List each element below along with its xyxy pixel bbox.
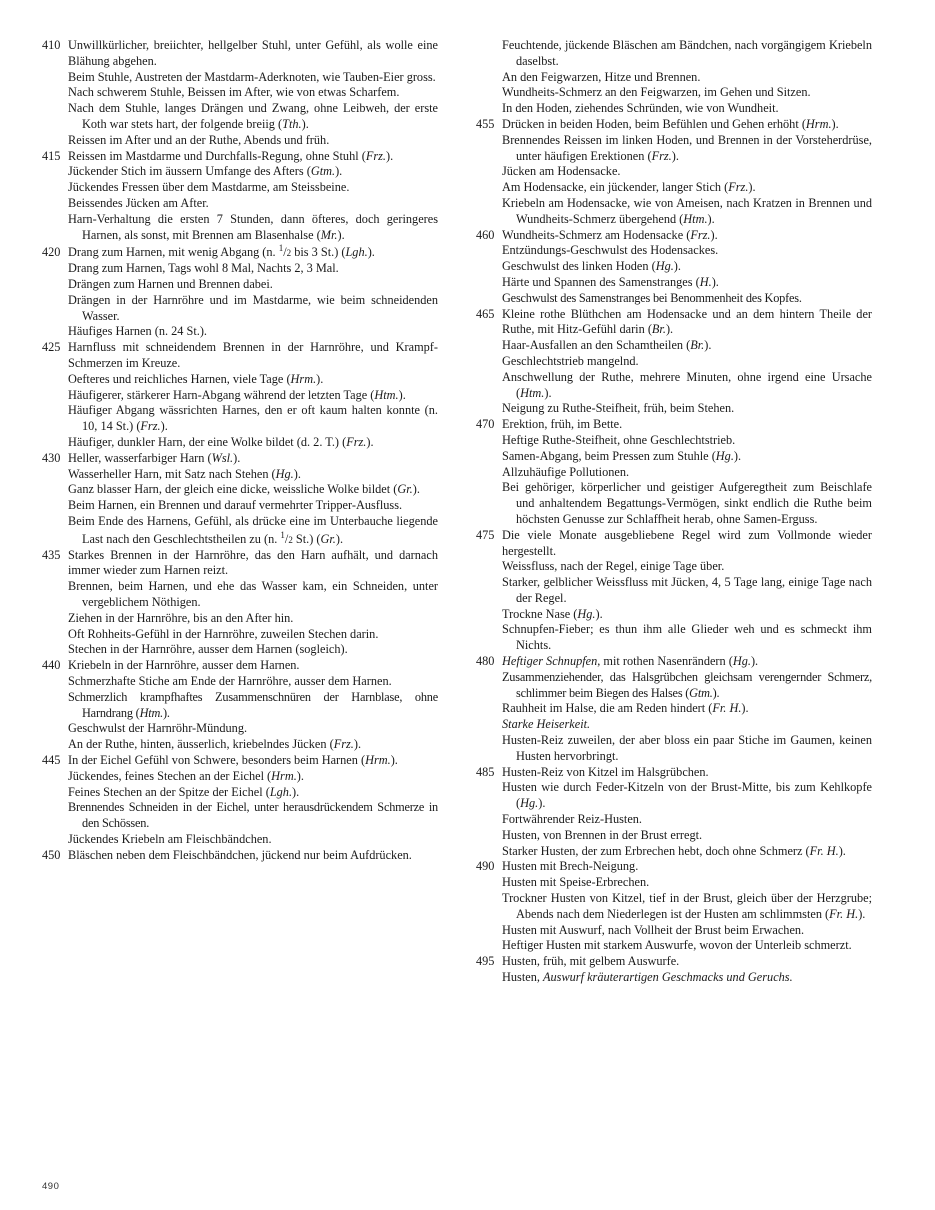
symptom-entry: Husten, Auswurf kräuterartigen Geschmacks und Geruchs. [502, 970, 793, 985]
symptom-entry: Geschlechtstrieb mangelnd. [502, 353, 639, 368]
symptom-entry: Beim Ende des Harnens, Gefühl, als drücke eine im Unterbauche liegende Last nach den Geschlechtstheilen zu (n. $^1$/2 St.) (Gr.). [68, 514, 438, 546]
entry-number: 410 [42, 38, 61, 52]
symptom-entry: Heftige Ruthe-Steifheit, ohne Geschlechtstrieb. [502, 432, 736, 447]
symptom-entry: Husten, von Brennen in der Brust erregt. [502, 827, 703, 842]
symptom-entry: Reissen im After und an der Ruthe, Abends und früh. [68, 132, 330, 147]
entry-number: 460 [476, 227, 495, 242]
symptom-entry: Häufiger, dunkler Harn, der eine Wolke bildet (d. 2. T.) (Frz.). [68, 435, 374, 450]
symptom-entry: Wundheits-Schmerz an den Feigwarzen, im Gehen und Sitzen. [502, 85, 811, 100]
symptom-entry: 440 Kriebeln in der Harnröhre, ausser dem Harnen. [42, 658, 300, 673]
symptom-entry: Geschwulst des Samenstranges bei Benommenheit des Kopfes. [502, 290, 802, 305]
symptom-entry: 450 Bläschen neben dem Fleischbändchen, jückend nur beim Aufdrücken. [42, 847, 412, 862]
entry-number: 465 [476, 306, 495, 321]
entry-number: 435 [42, 547, 61, 562]
symptom-entry: Husten-Reiz zuweilen, der aber bloss ein paar Stiche im Gaumen, keinen Husten hervorbringt. [502, 733, 872, 763]
symptom-entry: Entzündungs-Geschwulst des Hodensackes. [502, 243, 719, 258]
symptom-entry: Häufigerer, stärkerer Harn-Abgang während der letzten Tage (Htm.). [68, 387, 406, 402]
symptom-entry: Jücken am Hodensacke. [502, 164, 621, 179]
symptom-entry: 475 Die viele Monate ausgebliebene Regel wird zum Vollmonde wieder hergestellt. [476, 527, 872, 558]
symptom-entry: Husten mit Speise-Erbrechen. [502, 875, 650, 890]
symptom-entry: In den Hoden, ziehendes Schründen, wie von Wundheit. [502, 101, 779, 116]
symptom-entry: Schmerzlich krampfhaftes Zusammenschnüren der Harnblase, ohne Harndrang (Htm.). [68, 689, 438, 720]
symptom-entry: Anschwellung der Ruthe, mehrere Minuten, ohne irgend eine Ursache (Htm.). [502, 369, 872, 400]
entry-number: 440 [42, 658, 61, 673]
symptom-entry: 420 Drang zum Harnen, mit wenig Abgang (n. $^1$/2 bis 3 St.) (Lgh.). [42, 243, 375, 260]
symptom-entry: Brennen, beim Harnen, und ehe das Wasser kam, ein Schneiden, unter vergeblichem Nöthigen. [68, 579, 438, 610]
entry-number: 415 [42, 148, 61, 163]
symptom-entry: Jückendes Kriebeln am Fleischbändchen. [68, 832, 272, 847]
symptom-entry: Heftiger Husten mit starkem Auswurfe, wovon der Unterleib schmerzt. [502, 938, 852, 953]
symptom-entry: Geschwulst des linken Hoden (Hg.). [502, 259, 681, 274]
symptom-entry: Trockne Nase (Hg.). [502, 606, 603, 621]
symptom-entry: Zusammenziehender, das Halsgrübchen gleichsam verengernder Schmerz, schlimmer beim Biegen des Halses (Gtm.). [502, 669, 872, 700]
symptom-entry: Häufiger Abgang wässrichten Harnes, den er oft kaum halten konnte (n. 10, 14 St.) (Frz.). [68, 403, 438, 434]
symptom-entry: 480 Heftiger Schnupfen, mit rothen Nasenrändern (Hg.). [476, 654, 759, 669]
symptom-entry: Ganz blasser Harn, der gleich eine dicke, weissliche Wolke bildet (Gr.). [68, 482, 420, 497]
symptom-entry: Geschwulst der Harnröhr-Mündung. [68, 721, 248, 736]
entry-number: 475 [476, 527, 495, 542]
symptom-entry: Rauhheit im Halse, die am Reden hindert (Fr. H.). [502, 701, 749, 716]
symptom-entry: Husten mit Auswurf, nach Vollheit der Brust beim Erwachen. [502, 922, 805, 937]
symptom-entry: Härte und Spannen des Samenstranges (H.). [502, 274, 719, 289]
symptom-entry: Drängen zum Harnen und Brennen dabei. [68, 277, 273, 292]
symptom-entry: Drängen in der Harnröhre und im Mastdarme, wie beim schneidenden Wasser. [68, 292, 438, 323]
symptom-entry: Brennendes Reissen im linken Hoden, und Brennen in der Vorsteherdrüse, unter häufigen Erektionen (Frz.). [502, 132, 872, 163]
left-column [42, 38, 438, 864]
symptom-entry: Feines Stechen an der Spitze der Eichel (Lgh.). [68, 784, 300, 799]
symptom-entry: Beissendes Jücken am After. [68, 195, 209, 210]
symptom-entry: 410 Unwillkürlicher, breiichter, hellgelber Stuhl, unter Gefühl, als wolle eine Blähung abgehen. [42, 38, 438, 68]
symptom-entry: Jückender Stich im äussern Umfange des Afters (Gtm.). [68, 164, 343, 179]
symptom-entry: Stechen in der Harnröhre, ausser dem Harnen (sogleich). [68, 642, 348, 657]
entry-number: 480 [476, 654, 495, 669]
symptom-entry: Wasserheller Harn, mit Satz nach Stehen (Hg.). [68, 466, 301, 481]
symptom-entry: Brennendes Schneiden in der Eichel, unter herausdrückendem Schmerze in den Schössen. [68, 800, 438, 831]
symptom-entry: Harn-Verhaltung die ersten 7 Stunden, dann öfteres, doch geringeres Harnen, als sonst, mit Brennen am Blasenhalse (Mr.). [68, 211, 438, 242]
symptom-entry: Schmerzhafte Stiche am Ende der Harnröhre, ausser dem Harnen. [68, 674, 392, 689]
symptom-entry: An den Feigwarzen, Hitze und Brennen. [502, 69, 701, 84]
entry-number: 445 [42, 753, 61, 768]
symptom-entry: Husten wie durch Feder-Kitzeln von der Brust-Mitte, bis zum Kehlkopfe (Hg.). [502, 780, 872, 811]
entry-number: 485 [476, 764, 495, 779]
symptom-entry: Jückendes Fressen über dem Mastdarme, am Steissbeine. [68, 180, 350, 195]
symptom-entry: Starke Heiserkeit. [502, 717, 591, 732]
page-number: 490 [42, 1181, 60, 1192]
symptom-entry: Nach dem Stuhle, langes Drängen und Zwang, ohne Leibweh, der erste Koth war stets hart, der folgende breiig (Tth.). [68, 101, 438, 131]
symptom-entry: Oft Rohheits-Gefühl in der Harnröhre, zuweilen Stechen darin. [68, 626, 379, 641]
symptom-entry: Oefteres und reichliches Harnen, viele Tage (Hrm.). [68, 371, 324, 386]
symptom-entry: Kriebeln am Hodensacke, wie von Ameisen, nach Kratzen in Brennen und Wundheits-Schmerz übergehend (Htm.). [502, 195, 872, 226]
symptom-entry: Fortwährender Reiz-Husten. [502, 812, 643, 827]
entry-number: 495 [476, 954, 495, 969]
entry-number: 450 [42, 847, 61, 862]
symptom-entry: Nach schwerem Stuhle, Beissen im After, wie von etwas Scharfem. [68, 85, 400, 100]
symptom-entry: Starker Husten, der zum Erbrechen hebt, doch ohne Schmerz (Fr. H.). [502, 843, 846, 858]
symptom-entry: 455 Drücken in beiden Hoden, beim Befühlen und Gehen erhöht (Hrm.). [476, 116, 839, 131]
entry-number: 430 [42, 450, 61, 465]
symptom-entry: Beim Harnen, ein Brennen und darauf vermehrter Tripper-Ausfluss. [68, 498, 403, 513]
symptom-entry: 490 Husten mit Brech-Neigung. [476, 859, 639, 874]
symptom-entry: An der Ruthe, hinten, äusserlich, kriebelndes Jücken (Frz.). [68, 737, 362, 752]
entry-number: 455 [476, 116, 495, 131]
entry-number: 470 [476, 417, 495, 432]
symptom-entry: 460 Wundheits-Schmerz am Hodensacke (Frz.). [476, 227, 718, 242]
symptom-entry: 435 Starkes Brennen in der Harnröhre, das den Harn aufhält, und darnach immer wieder zum Harnen reizt. [42, 547, 438, 578]
entry-number: 490 [476, 859, 495, 874]
symptom-entry: Haar-Ausfallen an den Schamtheilen (Br.). [502, 338, 712, 353]
symptom-entry: Samen-Abgang, beim Pressen zum Stuhle (Hg.). [502, 448, 742, 463]
symptom-entry: Neigung zu Ruthe-Steifheit, früh, beim Stehen. [502, 401, 735, 416]
symptom-entry: Weissfluss, nach der Regel, einige Tage über. [502, 559, 725, 574]
symptom-entry: Jückendes, feines Stechen an der Eichel (Hrm.). [68, 768, 304, 783]
symptom-entry: 415 Reissen im Mastdarme und Durchfalls-Regung, ohne Stuhl (Frz.). [42, 148, 394, 163]
symptom-entry: Am Hodensacke, ein jückender, langer Stich (Frz.). [502, 180, 756, 195]
symptom-entry: Schnupfen-Fieber; es thun ihm alle Glieder weh und es schmeckt ihm Nichts. [502, 622, 872, 653]
symptom-entry: 465 Kleine rothe Blüthchen am Hodensacke und an dem hintern Theile der Ruthe, mit Hitz-Gefühl darin (Br.). [476, 306, 872, 337]
two-column-layout [42, 38, 893, 986]
symptom-entry: 425 Harnfluss mit schneidendem Brennen in der Harnröhre, und Krampf-Schmerzen im Kreuze. [42, 340, 438, 371]
symptom-entry: Feuchtende, jückende Bläschen am Bändchen, nach vorgängigem Kriebeln daselbst. [502, 38, 872, 68]
symptom-entry: 445 In der Eichel Gefühl von Schwere, besonders beim Harnen (Hrm.). [42, 753, 398, 768]
symptom-entry: Beim Stuhle, Austreten der Mastdarm-Aderknoten, wie Tauben-Eier gross. [68, 69, 436, 84]
symptom-entry: Ziehen in der Harnröhre, bis an den After hin. [68, 610, 294, 625]
entry-number: 425 [42, 340, 61, 355]
symptom-entry: Bei gehöriger, körperlicher und geistiger Aufgeregtheit zum Beischlafe und anhaltendem Begattungs-Vermögen, sinkt endlich die Ruthe beim höchsten Genusse zur Schlaffheit herab, ohne Samen-Erguss. [502, 480, 872, 526]
symptom-entry: 495 Husten, früh, mit gelbem Auswurfe. [476, 954, 680, 969]
symptom-entry: Allzuhäufige Pollutionen. [502, 464, 630, 479]
symptom-entry: Starker, gelblicher Weissfluss mit Jücken, 4, 5 Tage lang, einige Tage nach der Regel. [502, 575, 872, 605]
right-column [476, 38, 872, 986]
symptom-entry: 470 Erektion, früh, im Bette. [476, 417, 623, 432]
symptom-entry: 485 Husten-Reiz von Kitzel im Halsgrübchen. [476, 764, 709, 779]
symptom-entry: Häufiges Harnen (n. 24 St.). [68, 324, 207, 339]
symptom-entry: Trockner Husten von Kitzel, tief in der Brust, gleich über der Herzgrube; Abends nach dem Niederlegen ist der Husten am schlimmsten (Fr. H.). [502, 891, 872, 921]
symptom-entry: Drang zum Harnen, Tags wohl 8 Mal, Nachts 2, 3 Mal. [68, 261, 339, 276]
symptom-entry: 430 Heller, wasserfarbiger Harn (Wsl.). [42, 450, 241, 465]
entry-number: 420 [42, 245, 61, 260]
